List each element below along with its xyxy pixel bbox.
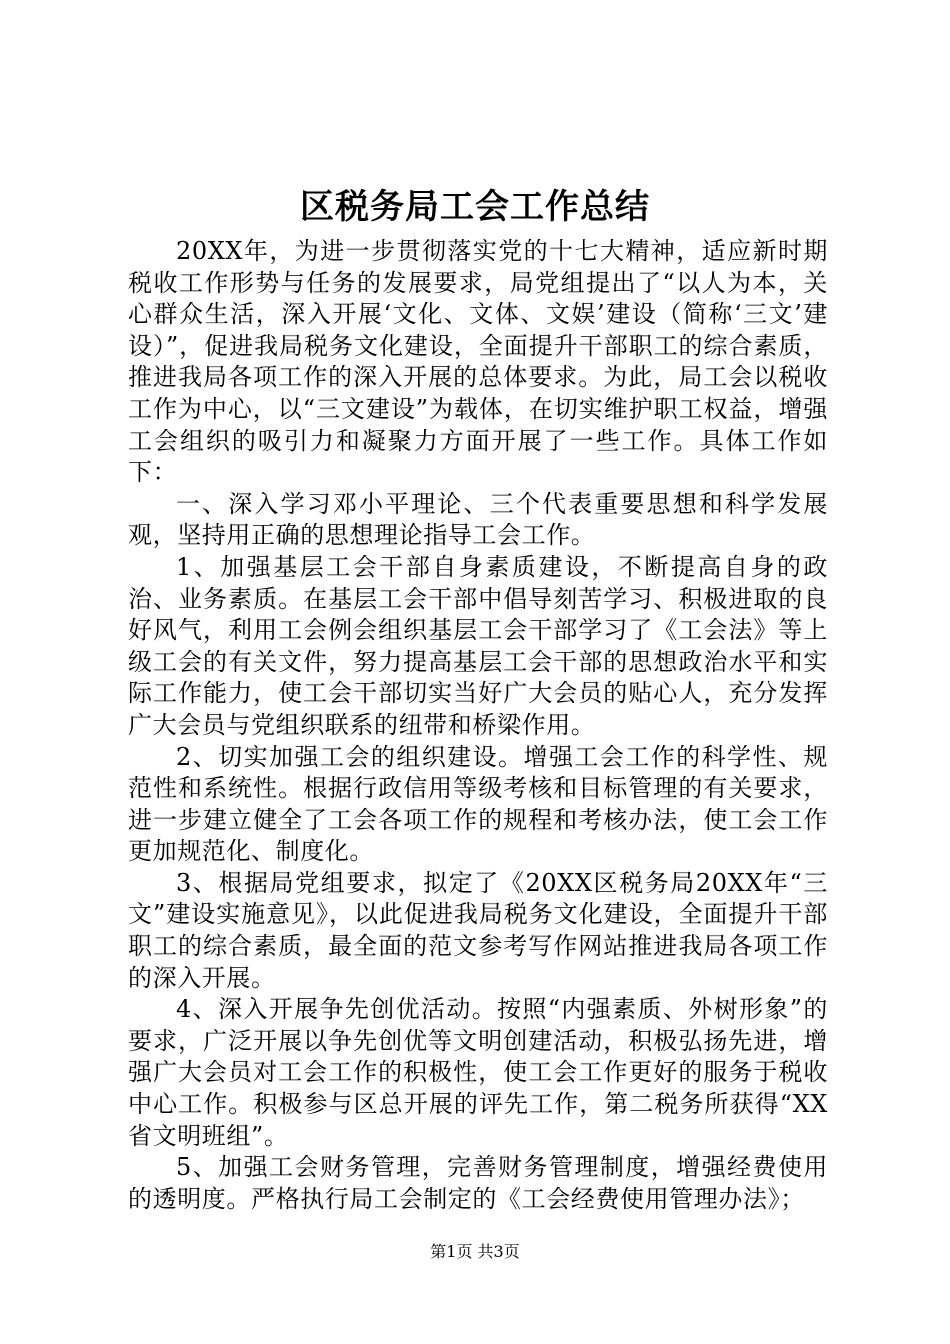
paragraph-section-1: 一、深入学习邓小平理论、三个代表重要思想和科学发展观，坚持用正确的思想理论指导工会工作。 <box>128 489 828 550</box>
page-number-footer: 第1页 共3页 <box>430 1242 520 1261</box>
document-title: 区税务局工会工作总结 <box>300 187 650 227</box>
paragraph-item-5: 5、加强工会财务管理，完善财务管理制度，增强经费使用的透明度。严格执行局工会制定的《工会经费使用管理办法》； <box>128 1153 828 1213</box>
paragraph-intro: 20XX年，为进一步贯彻落实党的十七大精神，适应新时期税收工作形势与任务的发展要求，局党组提出了“以人为本，关心群众生活，深入开展‘文化、文体、文娱’建设（简称‘三文’建设）”，促进我局税务文化建设，全面提升干部职工的综合素质，推进我局各项工作的深入开展的总体要求。为此，局工会以税收工作为中心，以“三文建设”为载体，在切实维护职工权益，增强工会组织的吸引力和凝聚力方面开展了一些工作。具体工作如下： <box>128 237 828 487</box>
document-body <box>128 236 828 1215</box>
paragraph-item-2: 2、切实加强工会的组织建设。增强工会工作的科学性、规范性和系统性。根据行政信用等级考核和目标管理的有关要求，进一步建立健全了工会各项工作的规程和考核办法，使工会工作更加规范化、制度化。 <box>128 742 828 866</box>
paragraph-item-1: 1、加强基层工会干部自身素质建设，不断提高自身的政治、业务素质。在基层工会干部中倡导刻苦学习、积极进取的良好风气，利用工会例会组织基层工会干部学习了《工会法》等上级工会的有关文件，努力提高基层工会干部的思想政治水平和实际工作能力，使工会干部切实当好广大会员的贴心人，充分发挥广大会员与党组织联系的纽带和桥梁作用。 <box>128 552 828 739</box>
paragraph-item-3: 3、根据局党组要求，拟定了《20XX区税务局20XX年“三文”建设实施意见》，以此促进我局税务文化建设，全面提升干部职工的综合素质，最全面的范文参考写作网站推进我局各项工作的深入开展。 <box>128 868 828 992</box>
paragraph-item-4: 4、深入开展争先创优活动。按照“内强素质、外树形象”的要求，广泛开展以争先创优等文明创建活动，积极弘扬先进，增强广大会员对工会工作的积极性，使工会工作更好的服务于税收中心工作。积极参与区总开展的评先工作，第二税务所获得“XX省文明班组”。 <box>128 995 828 1150</box>
